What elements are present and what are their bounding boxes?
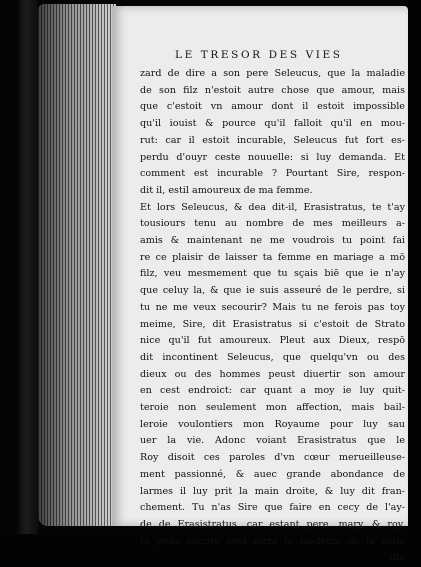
text-line: zard de dire a son pere Seleucus, que la maladie xyxy=(140,68,405,79)
text-line: que celuy la, & que ie suis asseuré de le perdre, si xyxy=(140,285,405,297)
text-line: tu ne me veux secourir? Mais tu ne ferois pas toy xyxy=(140,301,405,313)
text-line: nice qu'il fut amoureux. Pleut aux Dieux, respō xyxy=(140,335,405,347)
text-line: uer la vie. Adonc voiant Erasistratus que le xyxy=(140,435,405,447)
text-line: que c'estoit vn amour dont il estoit impossible xyxy=(140,101,405,113)
text-line: qu'il iouist & pource qu'il falloit qu'il en mou- xyxy=(140,118,405,130)
text-line: Et lors Seleucus, & dea dit-il, Erasistratus, te t'ay xyxy=(140,201,405,213)
text-line: perdu d'ouyr ceste nouuelle: si luy demanda. Et xyxy=(140,151,405,163)
text-line: die xyxy=(390,552,405,564)
text-line: dit incontinent Seleucus, que quelqu'vn ou des xyxy=(140,351,405,363)
book-binding xyxy=(18,0,38,534)
text-line: tousiours tenu au nombre de mes meilleurs a- xyxy=(140,218,405,230)
text-line: re ce plaisir de laisser ta femme en mariage a mō xyxy=(140,251,405,263)
text-line: ment passionné, & auec grande abondance de xyxy=(140,468,405,480)
text-line: de de Erasistratus, car estant pere, mary, & roy, xyxy=(140,518,405,530)
text-line: en cest endroict: car quant a moy ie luy quit- xyxy=(140,385,405,397)
text-line: larmes il luy prit la main droite, & luy dit fran- xyxy=(140,485,405,497)
text-line: chement. Tu n'as Sire que faire en cecy de l'ay- xyxy=(140,502,405,514)
text-line: leroie voulontiers mon Royaume pour luy sau xyxy=(140,418,405,430)
text-line: rut: car il estoit incurable, Seleucus fut fort es- xyxy=(140,134,405,146)
text-line: tu peux encore seul estre le medecin de la mala xyxy=(140,535,405,547)
text-line: amis & maintenant ne me voudrois tu point fai xyxy=(140,235,405,247)
text-line: filz, veu mesmement que tu sçais biē que ie n'ay xyxy=(140,268,405,280)
text-line: dit il, estil amoureux de ma femme. xyxy=(140,184,313,196)
text-line: meime, Sire, dit Erasistratus si c'estoit de Strato xyxy=(140,318,405,330)
text-line: de son filz n'estoit autre chose que amour, mais xyxy=(140,84,405,96)
text-line: dieux ou des hommes peust diuertir son amour xyxy=(140,368,405,380)
text-line: comment est incurable ? Pourtant Sire, respon- xyxy=(140,168,405,180)
running-head: LE TRESOR DES VIES xyxy=(175,49,343,61)
right-shadow xyxy=(408,0,421,534)
text-line: Roy disoit ces paroles d'vn cœur merueilleuse- xyxy=(140,452,405,464)
body-text xyxy=(140,66,405,567)
text-line: teroie non seulement mon affection, mais bail- xyxy=(140,402,405,414)
page-edges xyxy=(38,4,116,526)
